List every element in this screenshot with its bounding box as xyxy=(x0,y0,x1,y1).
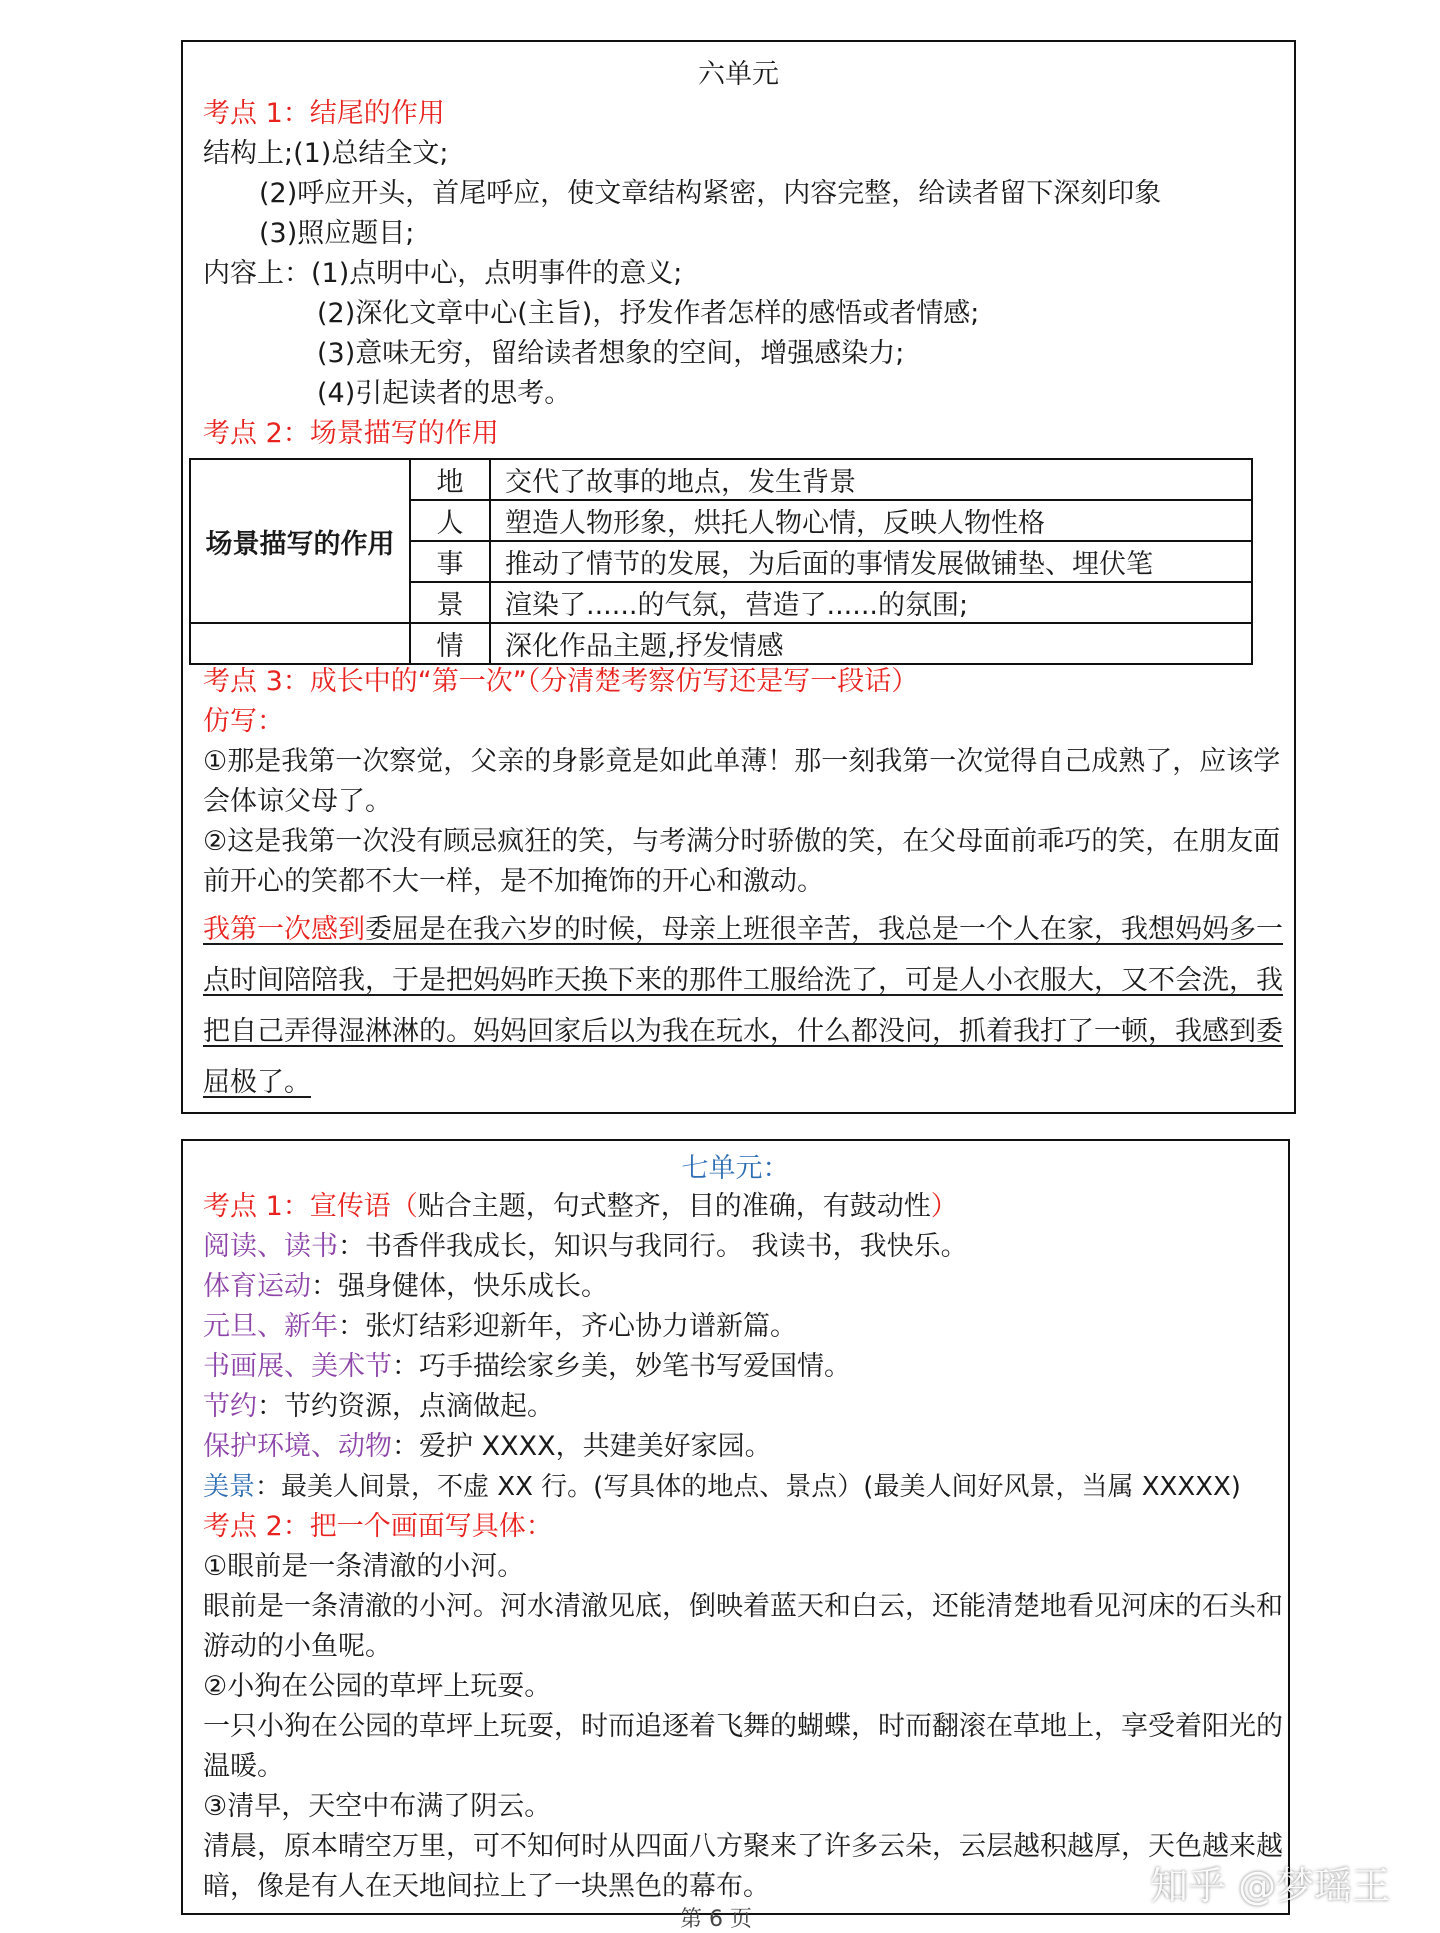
slogan-text: ：书香伴我成长，知识与我同行。 我读书，我快乐。 xyxy=(338,1231,968,1262)
structure-line-2: (2)呼应开头，首尾呼应，使文章结构紧密，内容完整，给读者留下深刻印象 xyxy=(259,178,1162,209)
unit6-box xyxy=(181,40,1296,1114)
structure-line-1: 结构上;(1)总结全文; xyxy=(203,138,449,169)
slogan-item xyxy=(203,1429,772,1465)
slogan-item xyxy=(203,1309,797,1345)
slogan-label: 阅读、读书 xyxy=(203,1231,338,1262)
slogan-text: ：巧手描绘家乡美，妙笔书写爱国情。 xyxy=(392,1351,851,1382)
slogan-label: 书画展、美术节 xyxy=(203,1351,392,1382)
table-head-cell: 场景描写的作用 xyxy=(190,459,410,623)
content-line-2: (2)深化文章中心(主旨)，抒发作者怎样的感悟或者情感; xyxy=(317,298,980,329)
table-value: 塑造人物形象，烘托人物心情，反映人物性格 xyxy=(490,500,1252,541)
table-value: 渲染了......的气氛，营造了......的氛围; xyxy=(490,582,1252,623)
slogan-item xyxy=(203,1349,851,1385)
slogan-label: 节约 xyxy=(203,1391,257,1422)
unit7-point1-heading xyxy=(203,1189,958,1225)
table-value: 交代了故事的地点，发生背景 xyxy=(490,459,1252,500)
scene-line: 清晨，原本晴空万里，可不知何时从四面八方聚来了许多云朵，云层越积越厚，天色越来越 xyxy=(203,1831,1283,1862)
slogan-label: 美景 xyxy=(203,1472,256,1502)
example-line-2: 会体谅父母了。 xyxy=(203,786,392,817)
unit7-box xyxy=(181,1139,1290,1915)
scene-description-table xyxy=(189,458,1253,665)
heading-red-part: 考点 1：宣传语（ xyxy=(203,1191,418,1222)
paragraph-red-lead: 我第一次感到 xyxy=(203,914,365,945)
paragraph-line-4: 屈极了。 xyxy=(203,1067,311,1098)
unit6-point2-heading: 考点 2：场景描写的作用 xyxy=(203,418,499,449)
table-key: 人 xyxy=(410,500,490,541)
paragraph-line-3: 把自己弄得湿淋淋的。妈妈回家后以为我在玩水，什么都没问，抓着我打了一顿，我感到委 xyxy=(203,1016,1283,1047)
heading-close-paren: ） xyxy=(930,1191,958,1222)
paragraph-text: 委屈是在我六岁的时候，母亲上班很辛苦，我总是一个人在家，我想妈妈多一 xyxy=(365,914,1283,945)
example-line-4: 前开心的笑都不大一样，是不加掩饰的开心和激动。 xyxy=(203,866,824,897)
slogan-item xyxy=(203,1269,608,1305)
table-row xyxy=(190,623,1252,664)
content-line-4: (4)引起读者的思考。 xyxy=(317,378,572,409)
paragraph-line-2: 点时间陪陪我，于是把妈妈昨天换下来的那件工服给洗了，可是人小衣服大，又不会洗，我 xyxy=(203,965,1283,996)
scene-line: ③清早，天空中布满了阴云。 xyxy=(203,1791,552,1822)
scene-line: ①眼前是一条清澈的小河。 xyxy=(203,1551,525,1582)
unit7-point2-heading: 考点 2：把一个画面写具体： xyxy=(203,1511,553,1542)
structure-line-3: (3)照应题目; xyxy=(259,218,415,249)
fangxie-label: 仿写： xyxy=(203,706,284,737)
zhihu-watermark: 知乎 @梦瑶王 xyxy=(1150,1864,1391,1908)
slogan-text: ：爱护 XXXX，共建美好家园。 xyxy=(392,1431,772,1462)
content-line-1: 内容上：(1)点明中心，点明事件的意义; xyxy=(203,258,683,289)
content-line-3: (3)意味无穷，留给读者想象的空间，增强感染力; xyxy=(317,338,905,369)
scene-line: 暗，像是有人在天地间拉上了一块黑色的幕布。 xyxy=(203,1871,770,1902)
slogan-text: ：节约资源，点滴做起。 xyxy=(257,1391,554,1422)
slogan-text: ：最美人间景，不虚 XX 行。(写具体的地点、景点）(最美人间好风景，当属 XXXXX) xyxy=(255,1472,1241,1502)
scene-line: 游动的小鱼呢。 xyxy=(203,1631,392,1662)
table-value: 深化作品主题,抒发情感 xyxy=(490,623,1252,664)
table-key: 景 xyxy=(410,582,490,623)
table-key: 情 xyxy=(410,623,490,664)
table-empty-cell xyxy=(190,623,410,664)
slogan-item xyxy=(203,1389,554,1425)
slogan-label: 元旦、新年 xyxy=(203,1311,338,1342)
table-row xyxy=(190,459,1252,500)
slogan-item xyxy=(203,1469,1241,1505)
example-line-1: ①那是我第一次察觉，父亲的身影竟是如此单薄！那一刻我第一次觉得自己成熟了，应该学 xyxy=(203,746,1281,777)
table-key: 事 xyxy=(410,541,490,582)
slogan-label: 体育运动 xyxy=(203,1271,311,1302)
scene-line: 一只小狗在公园的草坪上玩耍，时而追逐着飞舞的蝴蝶，时而翻滚在草地上，享受着阳光的 xyxy=(203,1711,1283,1742)
paragraph-line-1 xyxy=(203,912,1283,948)
table-value: 推动了情节的发展，为后面的事情发展做铺垫、埋伏笔 xyxy=(490,541,1252,582)
slogan-label: 保护环境、动物 xyxy=(203,1431,392,1462)
heading-black-part: 贴合主题，句式整齐，目的准确，有鼓动性 xyxy=(417,1191,931,1222)
slogan-text: ：强身健体，快乐成长。 xyxy=(311,1271,608,1302)
unit6-point1-heading: 考点 1：结尾的作用 xyxy=(203,98,445,129)
scene-line: 眼前是一条清澈的小河。河水清澈见底，倒映着蓝天和白云，还能清楚地看见河床的石头和 xyxy=(203,1591,1283,1622)
unit6-point3-heading: 考点 3：成长中的“第一次”（分清楚考察仿写还是写一段话） xyxy=(203,666,919,697)
slogan-item xyxy=(203,1229,968,1265)
slogan-text: ：张灯结彩迎新年，齐心协力谱新篇。 xyxy=(338,1311,797,1342)
table-key: 地 xyxy=(410,459,490,500)
scene-line: 温暖。 xyxy=(203,1751,284,1782)
scene-line: ②小狗在公园的草坪上玩耍。 xyxy=(203,1671,552,1702)
example-line-3: ②这是我第一次没有顾忌疯狂的笑，与考满分时骄傲的笑，在父母面前乖巧的笑，在朋友面 xyxy=(203,826,1281,857)
page-footer: 第 6 页 xyxy=(680,1907,752,1932)
unit7-title: 七单元： xyxy=(681,1153,790,1184)
unit6-title: 六单元 xyxy=(698,59,779,90)
